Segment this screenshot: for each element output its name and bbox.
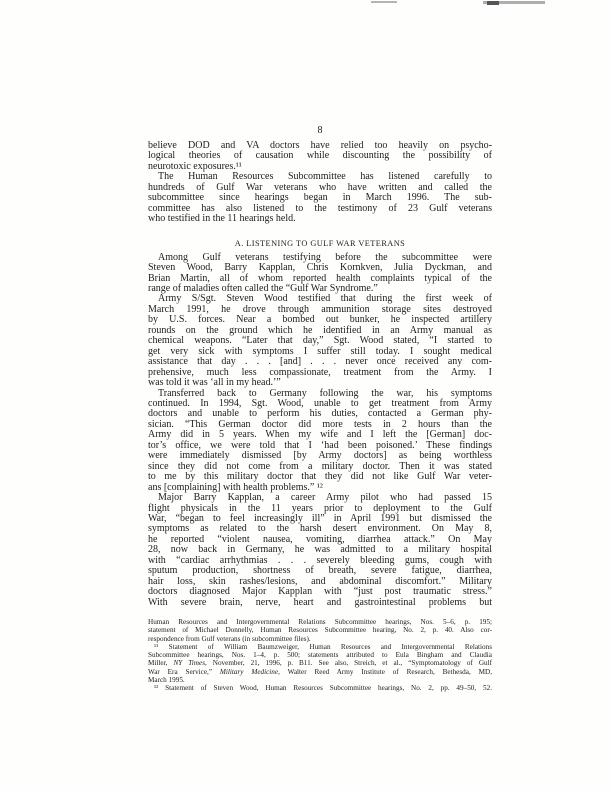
text-line: statement of Michael Donnelly, Human Resources Subcommittee hearing, No. 2, p. 40. Also cor- bbox=[148, 626, 492, 635]
text-line: were immediately dismissed [by Army doctors] as being worthless bbox=[148, 450, 492, 462]
text-line: range of maladies often called the “Gulf War Syndrome.” bbox=[148, 282, 378, 294]
text-line: March 1995. bbox=[148, 675, 185, 684]
paragraph bbox=[148, 389, 492, 494]
footnote bbox=[148, 643, 492, 684]
text-line: ¹¹ Statement of William Baumzweiger, Human Resources and Intergovernmental Relations bbox=[154, 642, 492, 651]
text-line: was told it was ‘all in my head.’” bbox=[148, 377, 281, 389]
text-line: ans [complaining] with health problems.” ¹² bbox=[148, 481, 323, 493]
text-line: Steven Wood, Barry Kapplan, Chris Kornkven, Julia Dyckman, and bbox=[148, 262, 492, 274]
text-segment: , November, 21, 1996, p. B11. See also, Streich, et al., “Symptomatology of Gulf bbox=[205, 659, 492, 668]
page-number: 8 bbox=[317, 125, 323, 136]
text-line: chemical weapons. “Later that day,” Sgt. Wood stated, “I started to bbox=[148, 335, 492, 347]
text-line bbox=[148, 668, 492, 676]
italic-text: Military Medicine bbox=[219, 667, 279, 676]
text-line bbox=[148, 659, 492, 667]
text-segment: Miller, bbox=[148, 659, 174, 668]
text-line: Army S/Sgt. Steven Wood testified that during the first week of bbox=[158, 293, 492, 305]
text-line: who testified in the 11 hearings held. bbox=[148, 213, 296, 225]
text-line: respondence from Gulf veterans (in subcommittee files). bbox=[148, 634, 311, 643]
text-line: since they did not come from a military doctor. Then it was stated bbox=[148, 460, 492, 472]
text-line: believe DOD and VA doctors have relied too heavily on psycho- bbox=[148, 140, 492, 151]
text-line: March 1991, he drove through ammunition storage sites destroyed bbox=[148, 303, 492, 315]
text-line: sician. “This German doctor did more tests in 2 hours than the bbox=[148, 418, 492, 430]
text-line: prehensive, much less compassionate, treatment from the Army. I bbox=[148, 366, 492, 378]
text-line: 28, now back in Germany, he was admitted to a military hospital bbox=[148, 544, 492, 556]
text-line: Transferred back to Germany following the war, his symptoms bbox=[158, 387, 492, 399]
text-line: Army did in 5 years. When my wife and I left the [German] doc- bbox=[148, 429, 492, 441]
body-text bbox=[148, 141, 492, 608]
footnote bbox=[148, 684, 492, 692]
text-line: doctors and unable to perform his duties, contacted a German phy- bbox=[148, 408, 492, 420]
text-line: Brian Martin, all of whom reported health complaints typical of the bbox=[148, 272, 492, 284]
text-line: doctors diagnosed Major Kapplan with “just post traumatic stress.” bbox=[148, 586, 492, 598]
text-line: logical theories of causation while discounting the possibility of bbox=[148, 150, 492, 162]
scan-artifact bbox=[487, 1, 499, 5]
text-line: hundreds of Gulf War veterans who have written and called the bbox=[148, 181, 492, 193]
text-segment: , Walter Reed Army Institute of Research, Bethesda, MD, bbox=[278, 667, 492, 676]
footnotes bbox=[148, 618, 492, 692]
italic-text: NY Times bbox=[173, 659, 205, 668]
scan-artifact bbox=[371, 1, 397, 3]
text-line: tor’s office, we were told that I ‘had been poisoned.’ These findings bbox=[148, 439, 492, 451]
text-line: symptoms as related to the harsh desert environment. On May 8, bbox=[148, 523, 492, 535]
paragraph bbox=[148, 253, 492, 295]
text-line: get very sick with symptoms I suffer still today. I sought medical bbox=[148, 345, 492, 357]
text-line: committee has also listened to the testimony of 23 Gulf veterans bbox=[148, 202, 492, 214]
text-line: with “cardiac arrhythmias . . . severely bleeding gums, cough with bbox=[148, 554, 492, 566]
text-line: by U.S. forces. Near a bombed out bunker, he inspected artillery bbox=[148, 314, 492, 326]
text-line: neurotoxic exposures.¹¹ bbox=[148, 160, 242, 172]
text-line: sputum production, shortness of breath, severe fatigue, diarrhea, bbox=[148, 565, 492, 577]
text-line: he reported “violent nausea, vomiting, diarrhea attack.” On May bbox=[148, 533, 492, 545]
text-line: War, “began to feel increasingly ill” in April 1991 but dismissed the bbox=[148, 512, 492, 524]
section-heading: A. LISTENING TO GULF WAR VETERANS bbox=[234, 238, 406, 248]
text-line: Major Barry Kapplan, a career Army pilot who had passed 15 bbox=[158, 492, 492, 504]
paragraph bbox=[148, 172, 492, 224]
text-segment: War Era Service,” bbox=[148, 667, 220, 676]
text-line: rounds on the ground which he identified in an Army manual as bbox=[148, 324, 492, 336]
text-line: flight physicals in the 11 years prior to deployment to the Gulf bbox=[148, 502, 492, 514]
text-line: Subcommittee hearings, Nos. 1–4, p. 500; statements attributed to Eula Bingham and Claudia bbox=[148, 651, 492, 659]
text-line: assistance that day . . . [and] . . . never once received any com- bbox=[148, 356, 492, 368]
text-line: subcommittee since hearings began in March 1996. The sub- bbox=[148, 192, 492, 204]
text-line: Human Resources and Intergovernmental Relations Subcommittee hearings, Nos. 5–6, p. 195; bbox=[148, 618, 492, 626]
text-line: hair loss, skin rashes/lesions, and abdominal discomfort.” Military bbox=[148, 575, 492, 587]
text-line: ¹² Statement of Steven Wood, Human Resources Subcommittee hearings, No. 2, pp. 49–50, 52. bbox=[154, 684, 492, 692]
paragraph bbox=[148, 294, 492, 388]
text-line: The Human Resources Subcommittee has listened carefully to bbox=[158, 171, 492, 183]
paragraph bbox=[148, 493, 492, 608]
text-line: continued. In 1994, Sgt. Wood, unable to get treatment from Army bbox=[148, 397, 492, 409]
text-line: Among Gulf veterans testifying before the subcommittee were bbox=[158, 251, 492, 263]
footnote bbox=[148, 618, 492, 643]
text-line: to me by this military doctor that they did not like Gulf War veter- bbox=[148, 471, 492, 483]
text-line: With severe brain, nerve, heart and gastrointestinal problems but bbox=[148, 596, 492, 608]
paragraph bbox=[148, 141, 492, 172]
